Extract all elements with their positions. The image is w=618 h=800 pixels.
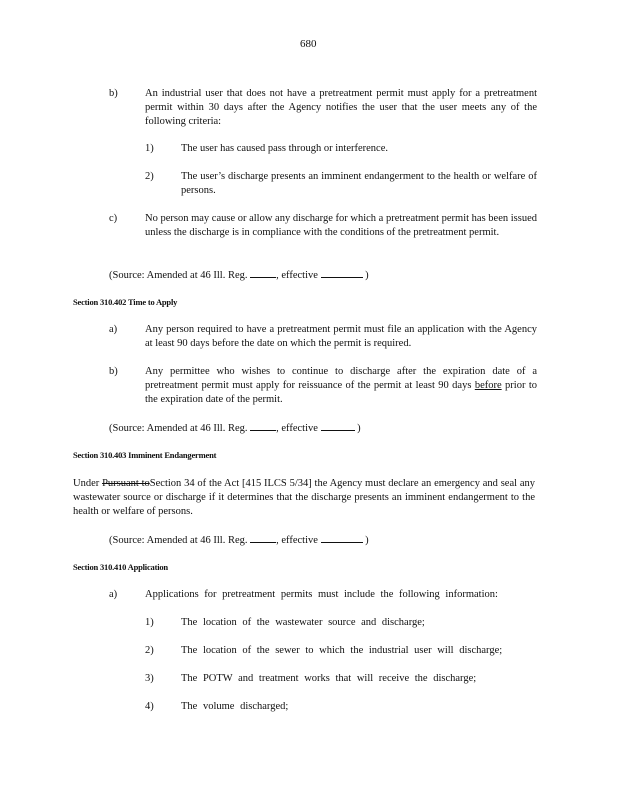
source-close: )	[365, 535, 369, 546]
effective-label: , effective	[276, 423, 318, 434]
effective-label: , effective	[276, 270, 318, 281]
reg-blank	[250, 533, 276, 543]
list-item-label: 3)	[145, 673, 154, 684]
endangerment-text	[73, 477, 535, 520]
section-heading-403: Section 310.403 Imminent Endangerment	[73, 450, 217, 460]
section-heading-402: Section 310.402 Time to Apply	[73, 297, 178, 307]
para-b2-text	[145, 365, 537, 408]
source-label: (Source: Amended at 46 Ill. Reg.	[109, 270, 248, 281]
item-1-text: The user has caused pass through or interference.	[181, 143, 389, 154]
source-note-2	[109, 421, 361, 436]
source-close: )	[365, 270, 369, 281]
list-item-label: 1)	[145, 617, 154, 628]
list-item-label: 2)	[145, 645, 154, 656]
list-item-label: 4)	[145, 701, 154, 712]
source-note-3	[109, 533, 369, 548]
reg-blank	[250, 268, 276, 278]
para-b-text: An industrial user that does not have a pretreatment permit must apply for a pretreatment permit within 30 days after the Agency notifies the user that the user meets any of the following criteria:	[145, 88, 537, 128]
para-a-label: a)	[109, 324, 118, 335]
source-close: )	[357, 423, 361, 434]
para-b2-label: b)	[109, 366, 118, 377]
reg-blank	[250, 421, 276, 431]
endangerment-body: Section 34 of the Act [415 ILCS 5/34] the Agency must declare an emergency and seal any wastewater source or discharge if it determines that the discharge presents an imminent endangerment to the health or welfare of persons.	[73, 478, 536, 518]
date-blank	[321, 533, 363, 543]
item-2-label: 2)	[145, 171, 154, 182]
struck-text: Pursuant to	[102, 478, 150, 489]
list-item-text: The location of the wastewater source and discharge;	[181, 617, 425, 628]
source-label: (Source: Amended at 46 Ill. Reg.	[109, 535, 248, 546]
date-blank	[321, 421, 355, 431]
under-word: Under	[73, 478, 100, 489]
list-item-text: The POTW and treatment works that will receive the discharge;	[181, 673, 477, 684]
inserted-before: before	[474, 380, 502, 392]
item-2-text: The user’s discharge presents an imminent endangerment to the health or welfare of persons.	[181, 171, 537, 197]
date-blank	[321, 268, 363, 278]
source-label: (Source: Amended at 46 Ill. Reg.	[109, 423, 248, 434]
page-number: 680	[300, 38, 317, 50]
source-note-1	[109, 268, 369, 283]
item-1-label: 1)	[145, 143, 154, 154]
para-b-label: b)	[109, 88, 118, 99]
list-item-text: The location of the sewer to which the industrial user will discharge;	[181, 645, 503, 656]
para-a2-label: a)	[109, 589, 118, 600]
para-a2-text: Applications for pretreatment permits must include the following information:	[145, 589, 498, 600]
para-b2-text-2: prior to the expiration date of the permit.	[145, 380, 537, 406]
para-c-label: c)	[109, 213, 118, 224]
list-item-text: The volume discharged;	[181, 701, 289, 712]
para-c-text: No person may cause or allow any discharge for which a pretreatment permit has been issued unless the discharge is in compliance with the conditions of the pretreatment permit.	[145, 213, 537, 239]
effective-label: , effective	[276, 535, 318, 546]
para-a-text: Any person required to have a pretreatment permit must file an application with the Agency at least 90 days before the date on which the permit is required.	[145, 324, 537, 350]
para-b2-text-1: Any permittee who wishes to continue to discharge after the expiration date of a pretreatment permit must apply for reissuance of the permit at least 90 days	[145, 366, 537, 392]
section-heading-410: Section 310.410 Application	[73, 562, 168, 572]
